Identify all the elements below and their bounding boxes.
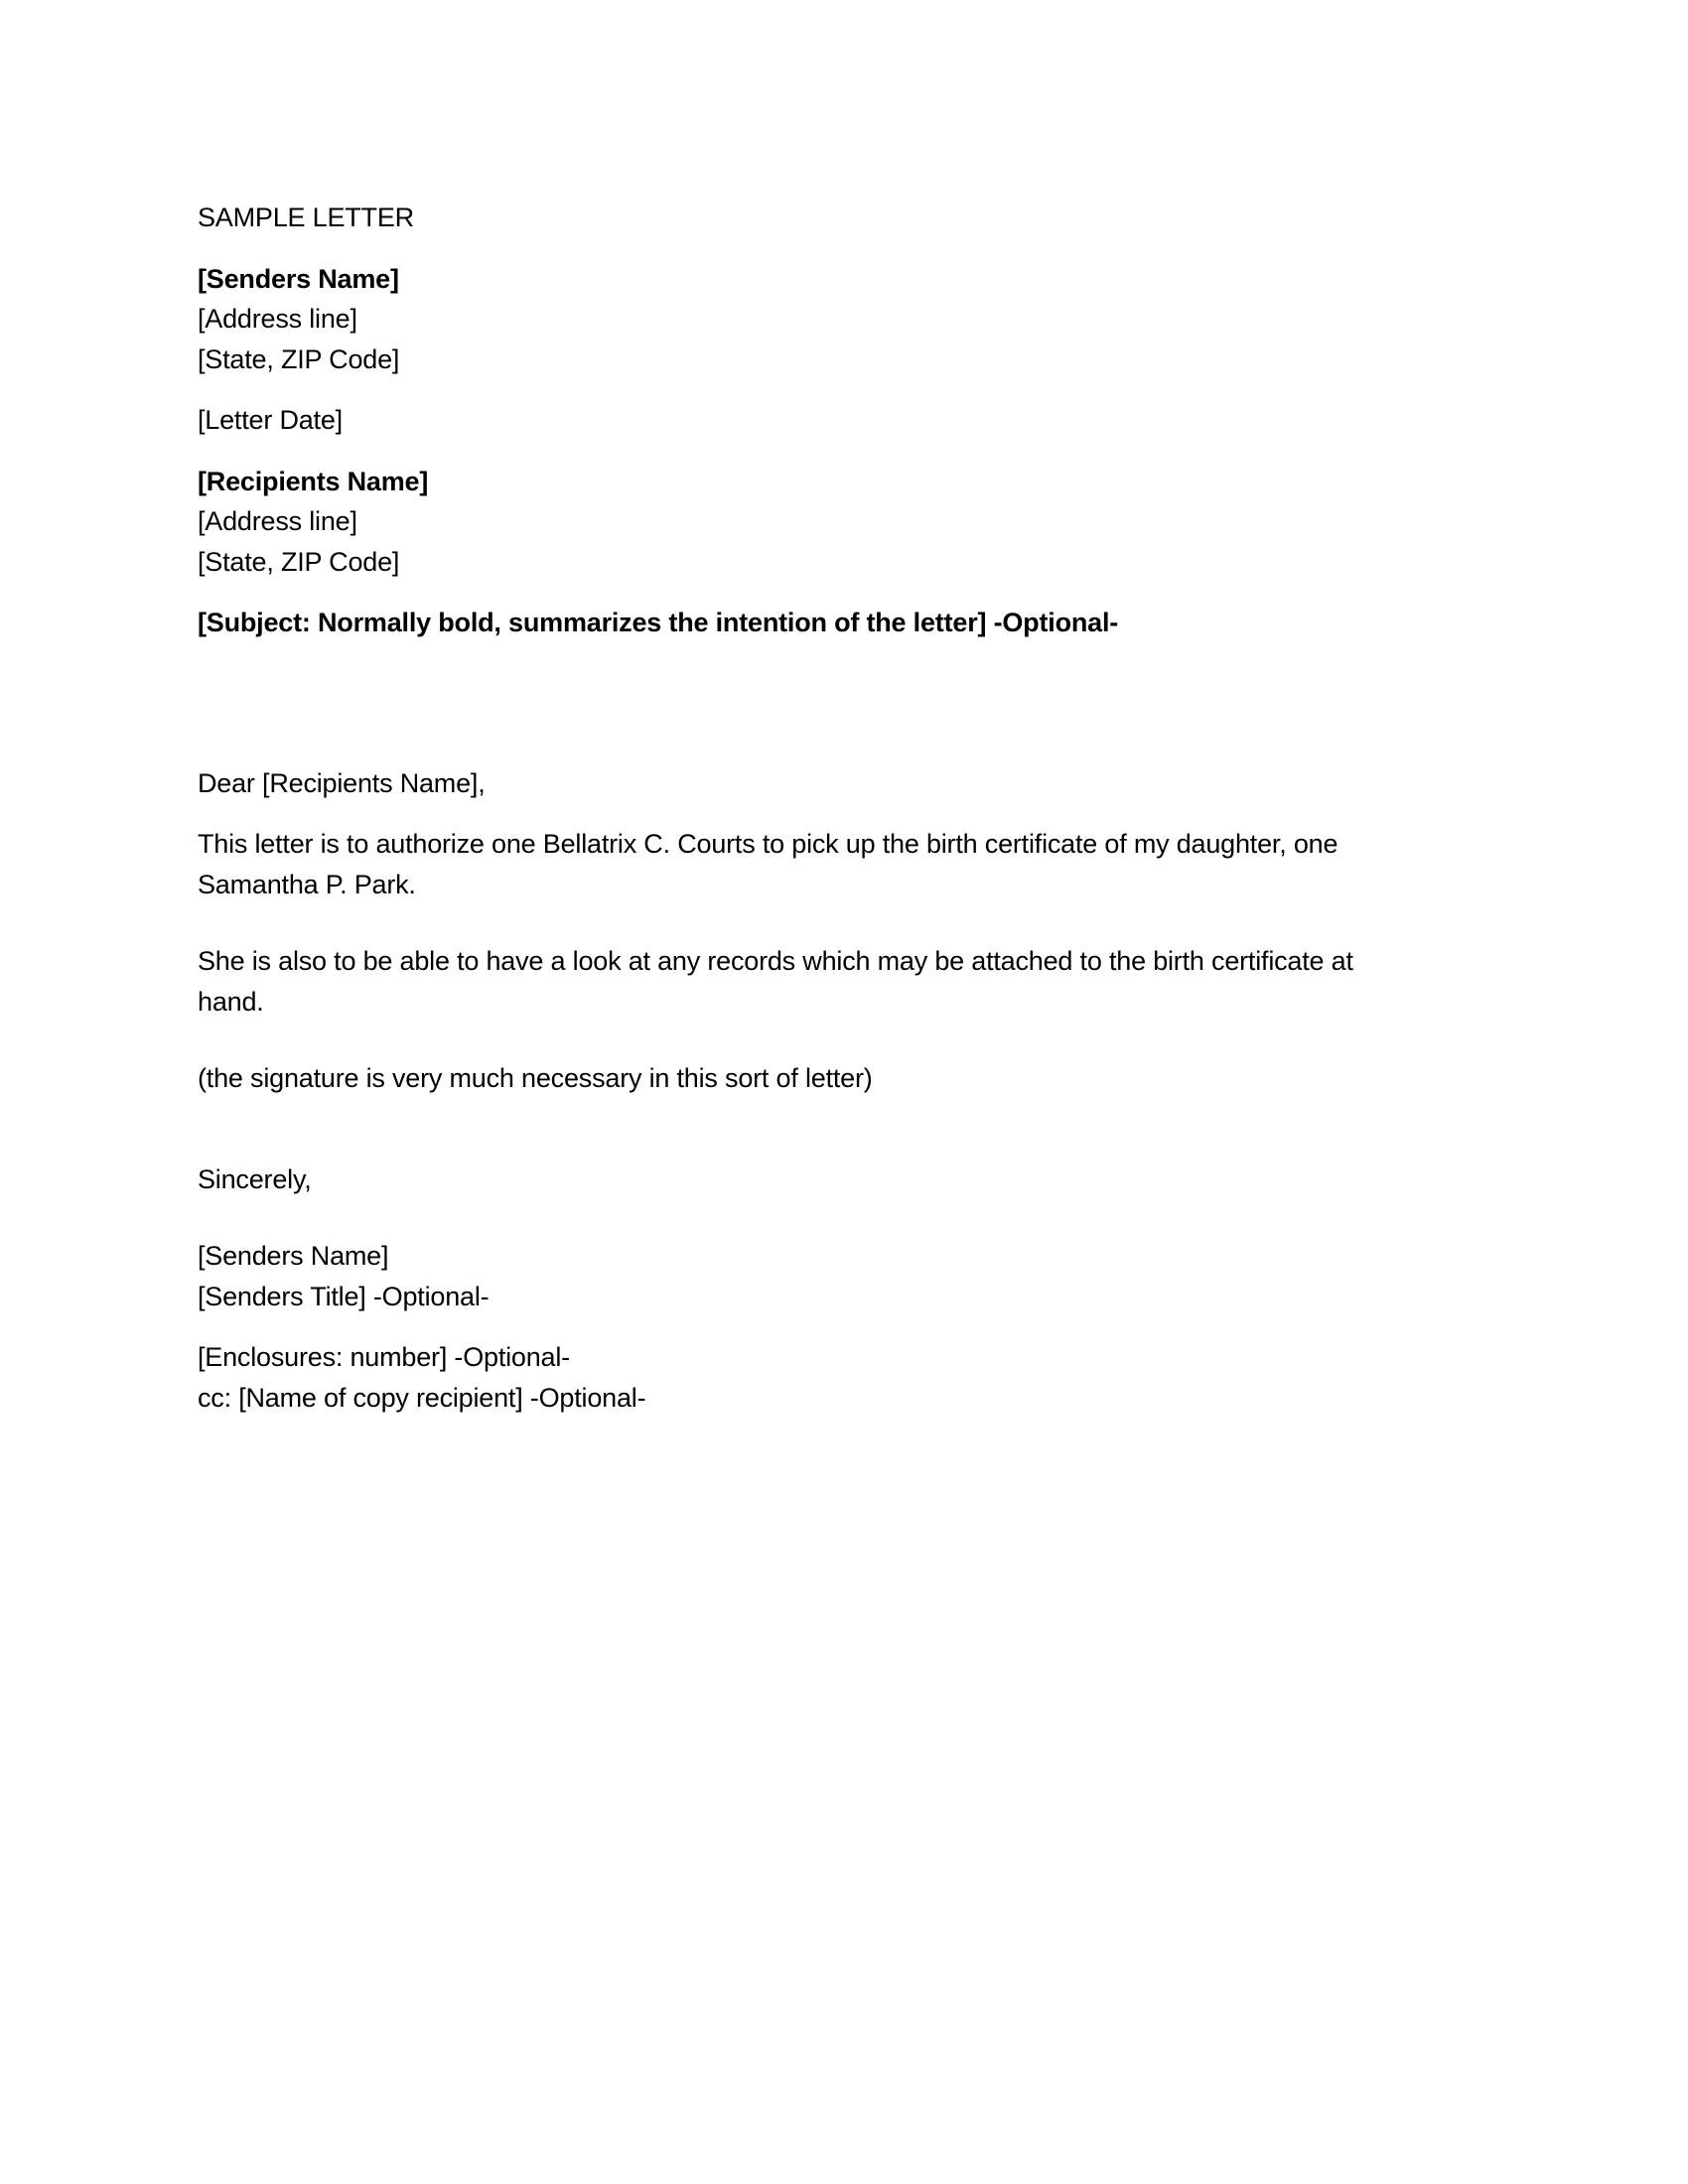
spacer bbox=[198, 1120, 1429, 1160]
recipient-address-line: [Address line] bbox=[198, 506, 357, 536]
signature-block bbox=[198, 1236, 1429, 1316]
salutation-block bbox=[198, 763, 1429, 804]
body-paragraph-2-line-2: hand. bbox=[198, 986, 264, 1017]
signature-name: [Senders Name] bbox=[198, 1241, 389, 1271]
body-paragraph-2-line-1: She is also to be able to have a look at any records which may be attached to the birth certificate at bbox=[198, 946, 1353, 976]
recipient-state-zip: [State, ZIP Code] bbox=[198, 546, 400, 577]
sender-address-line: [Address line] bbox=[198, 304, 357, 334]
spacer bbox=[198, 1220, 1429, 1236]
body-paragraph-1-line-1: This letter is to authorize one Bellatrix C. Courts to pick up the birth certificate of my daughter, one bbox=[198, 829, 1338, 859]
spacer bbox=[198, 925, 1429, 941]
cc-line: cc: [Name of copy recipient] -Optional- bbox=[198, 1382, 646, 1413]
salutation: Dear [Recipients Name], bbox=[198, 767, 486, 798]
spacer bbox=[198, 664, 1429, 763]
signature-title: [Senders Title] -Optional- bbox=[198, 1281, 490, 1311]
body-paragraph-3-text: (the signature is very much necessary in this sort of letter) bbox=[198, 1063, 873, 1093]
body-paragraph-3 bbox=[198, 1058, 1429, 1099]
body-paragraph-1-line-2: Samantha P. Park. bbox=[198, 869, 416, 899]
body-paragraph-1 bbox=[198, 824, 1429, 904]
body-paragraph-2 bbox=[198, 941, 1429, 1022]
letter-date: [Letter Date] bbox=[198, 405, 343, 435]
letter-heading-block bbox=[198, 198, 1429, 238]
letter-date-block bbox=[198, 400, 1429, 441]
spacer bbox=[198, 1042, 1429, 1058]
enclosures-line: [Enclosures: number] -Optional- bbox=[198, 1342, 570, 1372]
recipient-name: [Recipients Name] bbox=[198, 466, 429, 496]
sender-state-zip: [State, ZIP Code] bbox=[198, 343, 400, 374]
letter-content bbox=[198, 198, 1429, 1438]
sender-address-block bbox=[198, 259, 1429, 380]
subject-line: [Subject: Normally bold, summarizes the intention of the letter] -Optional- bbox=[198, 608, 1119, 637]
sender-name: [Senders Name] bbox=[198, 263, 399, 294]
closing: Sincerely, bbox=[198, 1163, 312, 1194]
closing-block bbox=[198, 1160, 1429, 1200]
enclosures-cc-block bbox=[198, 1337, 1429, 1418]
recipient-address-block bbox=[198, 462, 1429, 583]
letter-heading: SAMPLE LETTER bbox=[198, 203, 414, 232]
subject-block bbox=[198, 603, 1429, 643]
